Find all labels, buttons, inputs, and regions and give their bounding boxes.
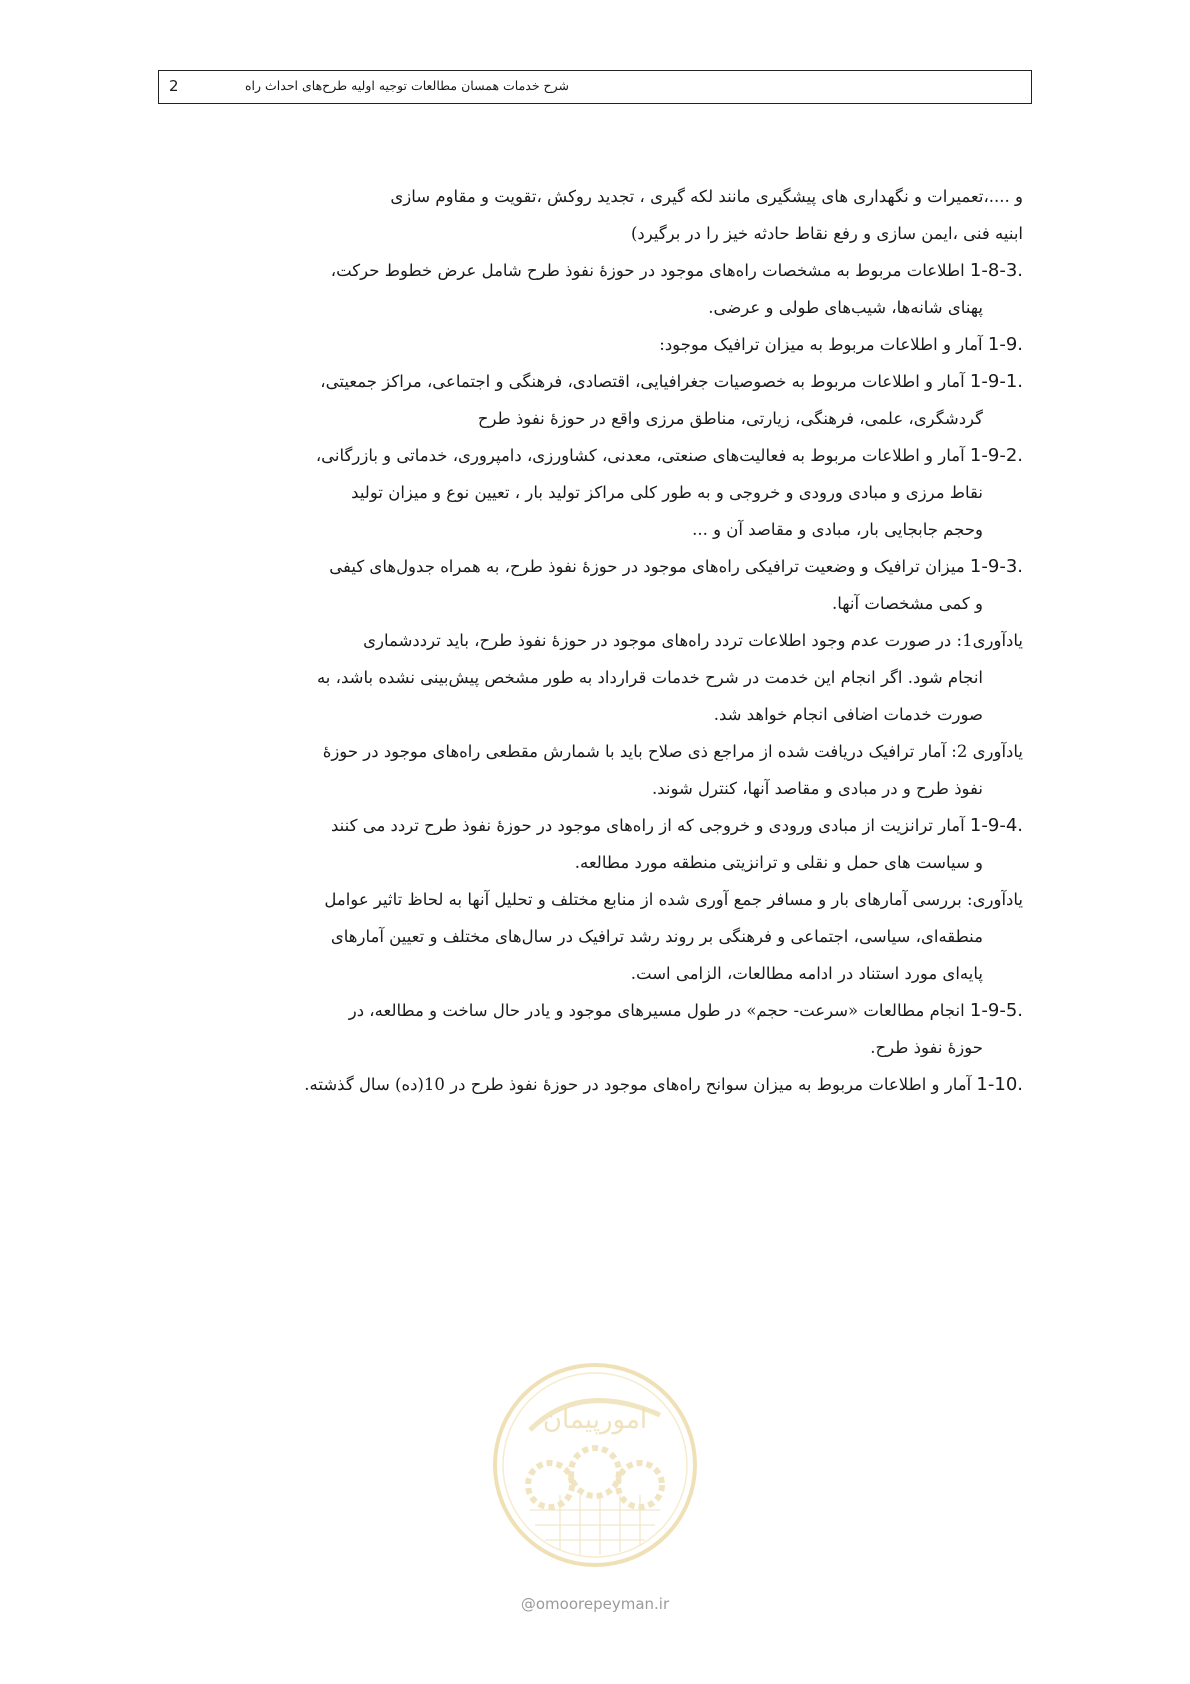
section-number: 1-9. [987, 334, 1023, 355]
document-body [168, 178, 1023, 1103]
paragraph [168, 437, 1023, 548]
text-line: حوزهٔ نفوذ طرح. [870, 1038, 983, 1057]
text-line: و ....،تعمیرات و نگهداری های پیشگیری مانند لکه گیری ، تجدید روکش ،تقویت و مقاوم سازی [390, 187, 1023, 206]
text-line: وحجم جابجایی بار، مبادی و مقاصد آن و ... [692, 520, 983, 539]
section-number: 1-9-2. [969, 445, 1023, 466]
text-line: انجام مطالعات «سرعت- حجم» در طول مسیرهای موجود و یادر حال ساخت و مطالعه، در [348, 1001, 965, 1020]
text-line: انجام شود. اگر انجام این خدمت در شرح خدمات قرارداد به طور مشخص پیش‌بینی نشده باشد، به [316, 668, 983, 687]
text-line: ابنیه فنی ،ایمن سازی و رفع نقاط حادثه خیز را در برگیرد) [630, 224, 1023, 243]
text-line: آمار و اطلاعات مربوط به خصوصیات جغرافیایی، اقتصادی، فرهنگی و اجتماعی، مراکز جمعیتی، [320, 372, 965, 391]
text-line: میزان ترافیک و وضعیت ترافیکی راه‌های موجود در حوزهٔ نفوذ طرح، به همراه جدول‌های کیفی [329, 557, 965, 576]
text-line: پایه‌ای مورد استناد در ادامه مطالعات، الزامی است. [630, 964, 983, 983]
paragraph [168, 1066, 1023, 1103]
paragraph [168, 178, 1023, 252]
watermark-logo [490, 1360, 700, 1570]
paragraph [168, 326, 1023, 363]
note-paragraph [168, 881, 1023, 992]
text-line: نفوذ طرح و در مبادی و مقاصد آنها، کنترل شوند. [651, 779, 983, 798]
text-line: گردشگری، علمی، فرهنگی، زیارتی، مناطق مرزی واقع در حوزهٔ نفوذ طرح [477, 409, 983, 428]
page-number: 2 [169, 77, 179, 95]
paragraph [168, 548, 1023, 622]
text-line: یادآوری: بررسی آمارهای بار و مسافر جمع آوری شده از منابع مختلف و تحلیل آنها به لحاظ تاثیر عوامل [324, 890, 1023, 909]
text-line: آمار ترانزیت از مبادی ورودی و خروجی که از راه‌های موجود در حوزهٔ نفوذ طرح تردد می کنند [330, 816, 965, 835]
paragraph [168, 252, 1023, 326]
text-line: و کمی مشخصات آنها. [832, 594, 983, 613]
section-number: 1-9-4. [969, 815, 1023, 836]
section-number: 1-9-3. [969, 556, 1023, 577]
watermark-site: @omoorepeyman.ir [520, 1595, 670, 1613]
note-paragraph [168, 733, 1023, 807]
text-line: پهنای شانه‌ها، شیب‌های طولی و عرضی. [708, 298, 983, 317]
section-number: 1-9-5. [969, 1000, 1023, 1021]
paragraph [168, 992, 1023, 1066]
watermark-logo-text: امورپیمان [542, 1405, 648, 1435]
paragraph [168, 363, 1023, 437]
text-line: یادآوری 2: آمار ترافیک دریافت شده از مراجع ذی صلاح باید با شمارش مقطعی راه‌های موجود در حوزهٔ [322, 742, 1023, 761]
text-line: و سیاست های حمل و نقلی و ترانزیتی منطقه مورد مطالعه. [574, 853, 983, 872]
text-line: اطلاعات مربوط به مشخصات راه‌های موجود در حوزهٔ نفوذ طرح شامل عرض خطوط حرکت، [330, 261, 965, 280]
section-number: 1-10. [976, 1074, 1023, 1095]
paragraph [168, 807, 1023, 881]
text-line: آمار و اطلاعات مربوط به میزان سوانح راه‌های موجود در حوزهٔ نفوذ طرح در 10(ده) سال گذشته. [304, 1075, 972, 1094]
section-number: 1-9-1. [969, 371, 1023, 392]
page-header [158, 70, 1032, 104]
text-line: صورت خدمات اضافی انجام خواهد شد. [713, 705, 983, 724]
header-title: شرح خدمات همسان مطالعات توجیه اولیه طرح‌های احداث راه [244, 78, 569, 93]
note-paragraph [168, 622, 1023, 733]
text-line: یادآوری1: در صورت عدم وجود اطلاعات تردد راه‌های موجود در حوزهٔ نفوذ طرح، باید ترددشماری [363, 631, 1023, 650]
text-line: منطقه‌ای، سیاسی، اجتماعی و فرهنگی بر روند رشد ترافیک در سال‌های مختلف و تعیین آمارهای [330, 927, 983, 946]
text-line: نقاط مرزی و مبادی ورودی و خروجی و به طور کلی مراکز تولید بار ، تعیین نوع و میزان تولید [351, 483, 983, 502]
text-line: آمار و اطلاعات مربوط به فعالیت‌های صنعتی، معدنی، کشاورزی، دامپروری، خدماتی و بازرگانی، [315, 446, 965, 465]
text-line: آمار و اطلاعات مربوط به میزان ترافیک موجود: [659, 335, 983, 354]
section-number: 1-8-3. [969, 260, 1023, 281]
